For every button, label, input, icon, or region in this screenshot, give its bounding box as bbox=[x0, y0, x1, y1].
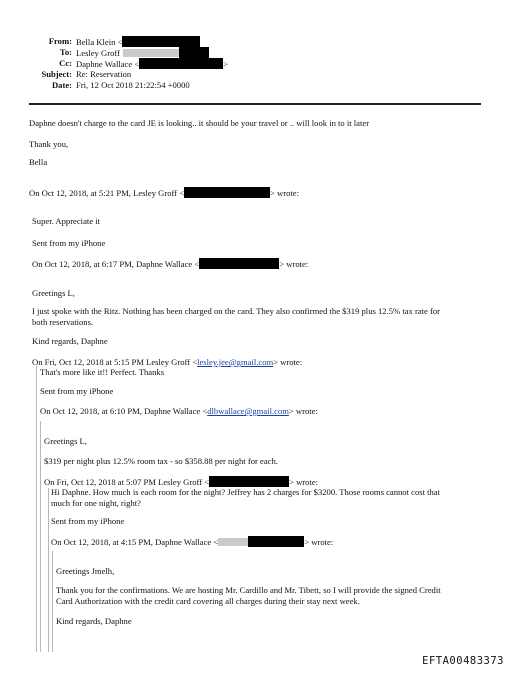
attribution-end: > wrote: bbox=[289, 477, 319, 487]
quote-bar bbox=[40, 421, 41, 652]
quote-attribution bbox=[51, 536, 333, 548]
redaction-box bbox=[122, 36, 200, 47]
cc-close: > bbox=[223, 59, 229, 69]
to-label: To: bbox=[59, 47, 72, 57]
redaction-box bbox=[199, 258, 279, 269]
quote-greeting: Greetings Jmelh, bbox=[56, 566, 115, 576]
email-link[interactable]: dlbwallace@gmail.com bbox=[207, 406, 289, 416]
quote-attribution bbox=[40, 406, 318, 417]
attribution-text: On Oct 12, 2018, at 6:17 PM, Daphne Wallace < bbox=[32, 259, 200, 269]
quote-bar bbox=[52, 551, 53, 652]
attribution-end: > wrote: bbox=[273, 357, 303, 367]
quote-paragraph-line: both reservations. bbox=[32, 317, 94, 327]
redaction-box bbox=[139, 58, 223, 69]
quote-greeting: Greetings L, bbox=[44, 436, 87, 446]
date-value: Fri, 12 Oct 2018 21:22:54 +0000 bbox=[76, 80, 190, 90]
quote-sent-line: Sent from my iPhone bbox=[32, 238, 106, 248]
quote-paragraph-line: Hi Daphne. How much is each room for the night? Jeffrey has 2 charges for $3200. Those rooms cannot cost that bbox=[51, 487, 441, 497]
quote-greeting: Greetings L, bbox=[32, 288, 75, 298]
cc-value bbox=[76, 58, 228, 70]
quote-sent-line: Sent from my iPhone bbox=[51, 516, 125, 526]
quote-line: That's more like it!! Perfect. Thanks bbox=[40, 367, 165, 377]
quote-attribution bbox=[29, 187, 299, 199]
cc-name: Daphne Wallace < bbox=[76, 59, 140, 69]
attribution-text: On Oct 12, 2018, at 6:10 PM, Daphne Wallace < bbox=[40, 406, 208, 416]
quote-paragraph-line: Thank you for the confirmations. We are hosting Mr. Cardillo and Mr. Tibett, so I will provide the signed Credit bbox=[56, 585, 441, 595]
thanks-line: Thank you, bbox=[29, 139, 69, 149]
quote-attribution bbox=[32, 258, 308, 270]
email-link[interactable]: lesley.jee@gmail.com bbox=[197, 357, 274, 367]
document-id: EFTA00483373 bbox=[422, 654, 504, 667]
date-label: Date: bbox=[51, 80, 72, 90]
from-label: From: bbox=[48, 36, 72, 46]
attribution-end: > wrote: bbox=[279, 259, 309, 269]
redaction-box bbox=[248, 536, 304, 547]
quote-line: $319 per night plus 12.5% room tax - so $358.88 per night for each. bbox=[44, 456, 278, 466]
attribution-end: > wrote: bbox=[270, 188, 300, 198]
quote-sent-line: Sent from my iPhone bbox=[40, 386, 114, 396]
attribution-end: > wrote: bbox=[304, 537, 334, 547]
message-line: Daphne doesn't charge to the card JE is looking.. it should be your travel or .. will look in to it later bbox=[29, 118, 370, 128]
redaction-box bbox=[209, 476, 289, 487]
redaction-box bbox=[179, 47, 209, 58]
attribution-text: On Oct 12, 2018, at 5:21 PM, Lesley Groff < bbox=[29, 188, 185, 198]
attribution-text: On Oct 12, 2018, at 4:15 PM, Daphne Wallace < bbox=[51, 537, 219, 547]
to-value bbox=[76, 47, 209, 59]
subject-value: Re: Reservation bbox=[76, 69, 132, 79]
redaction-shadow bbox=[218, 538, 248, 546]
cc-label: Cc: bbox=[59, 58, 72, 68]
quote-regards: Kind regards, Daphne bbox=[32, 336, 108, 346]
attribution-text: On Fri, Oct 12, 2018 at 5:15 PM Lesley Groff < bbox=[32, 357, 198, 367]
to-name: Lesley Groff bbox=[76, 48, 120, 58]
redaction-shadow bbox=[123, 49, 179, 57]
attribution-text: On Fri, Oct 12, 2018 at 5:07 PM Lesley Groff < bbox=[44, 477, 210, 487]
quote-paragraph-line: Card Authorization with the credit card covering all charges during their stay next week. bbox=[56, 596, 360, 606]
quote-bar bbox=[36, 366, 37, 652]
attribution-end: > wrote: bbox=[288, 406, 318, 416]
quote-line: Super. Appreciate it bbox=[32, 216, 101, 226]
subject-label: Subject: bbox=[41, 69, 72, 79]
header-divider bbox=[29, 103, 481, 105]
quote-bar bbox=[48, 488, 49, 652]
quote-regards: Kind regards, Daphne bbox=[56, 616, 132, 626]
from-name: Bella Klein < bbox=[76, 37, 123, 47]
quote-paragraph-line: I just spoke with the Ritz. Nothing has been charged on the card. They also confirmed the $319 plus 12.5% tax rate for bbox=[32, 306, 441, 316]
redaction-box bbox=[184, 187, 270, 198]
quote-attribution bbox=[44, 476, 318, 488]
from-value bbox=[76, 36, 200, 48]
signoff-line: Bella bbox=[29, 157, 48, 167]
quote-paragraph-line: much for one night, right? bbox=[51, 498, 141, 508]
